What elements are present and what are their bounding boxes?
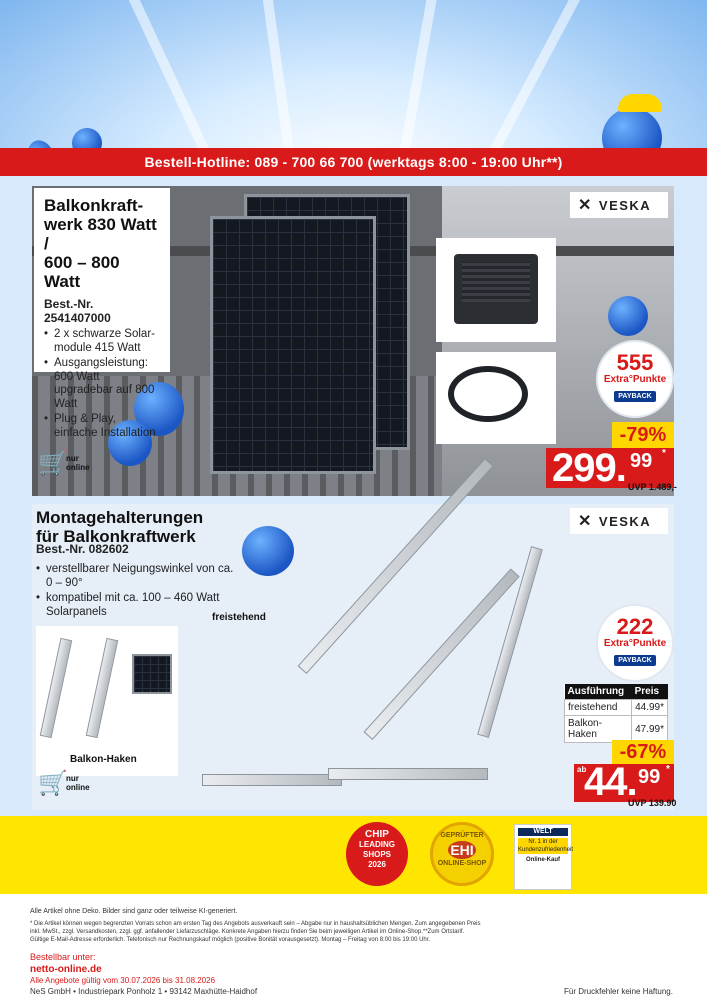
product1-title-line3: 600 – 800 Watt [44, 253, 120, 291]
mascot-icon [608, 296, 648, 336]
legal-line: Gültige E-Mail-Adresse erforderlich. Telefonisch nur Rechnungskauf möglich (positive Bonität vorausgesetzt). Montag – Freitag von 8:00 bis 19:00 Uhr. [30, 937, 431, 943]
table-row[interactable] [565, 716, 668, 743]
seal-text: WELT [518, 828, 568, 836]
mascot-cap-icon [618, 94, 662, 112]
inverter-icon [454, 254, 538, 324]
hook-frame-icon [86, 638, 119, 738]
payback-logo: PAYBACK [614, 655, 655, 666]
price-prefix: ab [577, 765, 587, 774]
extra-points-value: 222 [616, 614, 654, 639]
extra-points-badge [596, 604, 674, 682]
product1-article-number: Best.-Nr. 2541407000 [44, 297, 111, 325]
ehi-online-shop-seal [430, 822, 494, 886]
trust-seals-band [0, 816, 707, 894]
price-asterisk: * [666, 764, 670, 775]
mascot-icon [242, 526, 294, 576]
welt-seal [514, 824, 572, 890]
online-label-1: nur [66, 774, 79, 783]
feature-item: • kompatibel mit ca. 100 – 460 Watt Solarpanels [36, 592, 236, 619]
seal-text: GEPRÜFTER [440, 832, 484, 839]
extra-points-label: Extra°Punkte [603, 374, 667, 385]
hotline-banner[interactable]: Bestell-Hotline: 089 - 700 66 700 (werktags 8:00 - 19:00 Uhr**) [0, 148, 707, 176]
freistehend-label: freistehend [212, 612, 266, 623]
seal-text: 2026 [368, 860, 386, 869]
online-label-2: online [66, 783, 90, 792]
seal-text: CHIP [365, 829, 389, 840]
cable-image [436, 352, 556, 444]
light-ray [260, 0, 301, 150]
product2-features [36, 561, 236, 619]
footer-validity: Alle Angebote gültig vom 30.07.2026 bis 31.08.2026 [30, 976, 216, 985]
product1-title-line2: werk 830 Watt / [44, 215, 157, 253]
light-ray [392, 0, 440, 150]
footer-company: NeS GmbH • Industriepark Ponholz 1 • 93142 Maxhütte-Haidhof [30, 987, 258, 996]
price-cents: 99 [638, 766, 661, 788]
product1-title-line1: Balkonkraft- [44, 196, 144, 215]
feature-item: • Ausgangsleistung: 600 Watt upgradebar auf 800 Watt [44, 357, 160, 411]
light-ray [120, 0, 222, 150]
payback-logo: PAYBACK [614, 391, 655, 402]
product1-info-card [34, 188, 170, 439]
solar-panel-image [210, 216, 376, 474]
table-header: Preis [632, 684, 668, 700]
extra-points-badge [596, 340, 674, 418]
header-background [0, 0, 707, 150]
veska-logo [570, 192, 668, 218]
extra-points-value: 555 [616, 350, 654, 375]
product2-title [36, 508, 203, 546]
online-label-2: online [66, 463, 90, 472]
table-header: Ausführung [565, 684, 632, 700]
seal-text: SHOPS [362, 850, 391, 859]
discount-badge: -67% [612, 740, 674, 764]
solar-panel-icon [132, 654, 172, 694]
price-main: 299. [552, 446, 626, 490]
mounting-frame-image [364, 568, 520, 740]
online-only-badge [38, 452, 98, 486]
extra-points-label: Extra°Punkte [603, 638, 667, 649]
balkon-haken-image [36, 626, 178, 776]
table-cell: 47.99* [632, 716, 668, 743]
balkon-haken-label: Balkon-Haken [70, 754, 137, 765]
shopping-cart-icon: 🛒 [38, 770, 68, 797]
hook-frame-icon [40, 638, 73, 738]
veska-logo [570, 508, 668, 534]
seal-text: Nr. 1 in der Kundenzufriedenheit [518, 839, 574, 853]
table-cell: 44.99* [632, 700, 668, 716]
footer-no-liability: Für Druckfehler keine Haftung. [564, 987, 673, 996]
mounting-frame-image [328, 768, 488, 780]
online-label-1: nur [66, 454, 79, 463]
veska-logo-icon: ✕ [578, 513, 593, 530]
seal-text: EHI [448, 841, 476, 859]
mascot-icon [602, 108, 662, 150]
shopping-cart-icon: 🛒 [38, 450, 68, 477]
light-ray [477, 0, 589, 150]
uvp-price: UVP 1.489,- [628, 482, 677, 492]
price-main: 44. [584, 760, 637, 804]
seal-text: ONLINE-SHOP [437, 860, 487, 867]
price-asterisk: * [662, 448, 666, 459]
product1-title [44, 196, 160, 291]
footer-shop-link[interactable]: netto-online.de [30, 964, 102, 975]
legal-line: inkl. MwSt., zzgl. Versandkosten, zzgl. ggf. anfallender Liefarzuschläge. Konkrete Angaben hierzu finden Sie beim jeweiligen Artikel im Online-Shop.**Zum Ortstarif. [30, 929, 465, 935]
product2-title-line2: für Balkonkraftwerk [36, 527, 196, 546]
brand-name: VESKA [598, 513, 652, 529]
inverter-image [436, 238, 556, 342]
feature-item: • 2 x schwarze Solar-module 415 Watt [44, 328, 160, 355]
footer-bestellbar: Bestellbar unter: [30, 952, 96, 962]
table-row[interactable] [565, 700, 668, 716]
product1-features [44, 328, 160, 440]
footer-legal [30, 920, 690, 944]
mounting-frame-image [202, 774, 342, 786]
legal-line: * Die Artikel können wegen begrenzten Vorrats schon am ersten Tag des Angebots ausverkauft sein – Abgabe nur in haushaltsüblichen Mengen. Zum angegebenen Preis [30, 921, 481, 927]
online-only-badge [38, 772, 98, 806]
footer-disclaimer: Alle Artikel ohne Deko. Bilder sind ganz oder teilweise KI-generiert. [30, 908, 238, 915]
brand-name: VESKA [598, 197, 652, 213]
chip-leading-shops-seal [346, 822, 408, 886]
seal-text: Online-Kauf [526, 857, 560, 863]
seal-text: LEADING [359, 840, 395, 849]
product2-article-number: Best.-Nr. 082602 [36, 542, 129, 556]
feature-item: • verstellbarer Neigungswinkel von ca. 0 – 90° [36, 563, 236, 590]
discount-badge: -79% [612, 422, 674, 448]
price-cents: 99 [630, 450, 653, 472]
table-cell: freistehend [565, 700, 632, 716]
cable-icon [448, 366, 528, 422]
variant-price-table [564, 684, 668, 743]
table-cell: Balkon-Haken [565, 716, 632, 743]
product2-title-line1: Montagehalterungen [36, 508, 204, 527]
veska-logo-icon: ✕ [578, 197, 593, 214]
uvp-price: UVP 139.90 [628, 798, 677, 808]
feature-item: • Plug & Play, einfache Installation [44, 413, 160, 440]
coin-icon [72, 128, 102, 150]
